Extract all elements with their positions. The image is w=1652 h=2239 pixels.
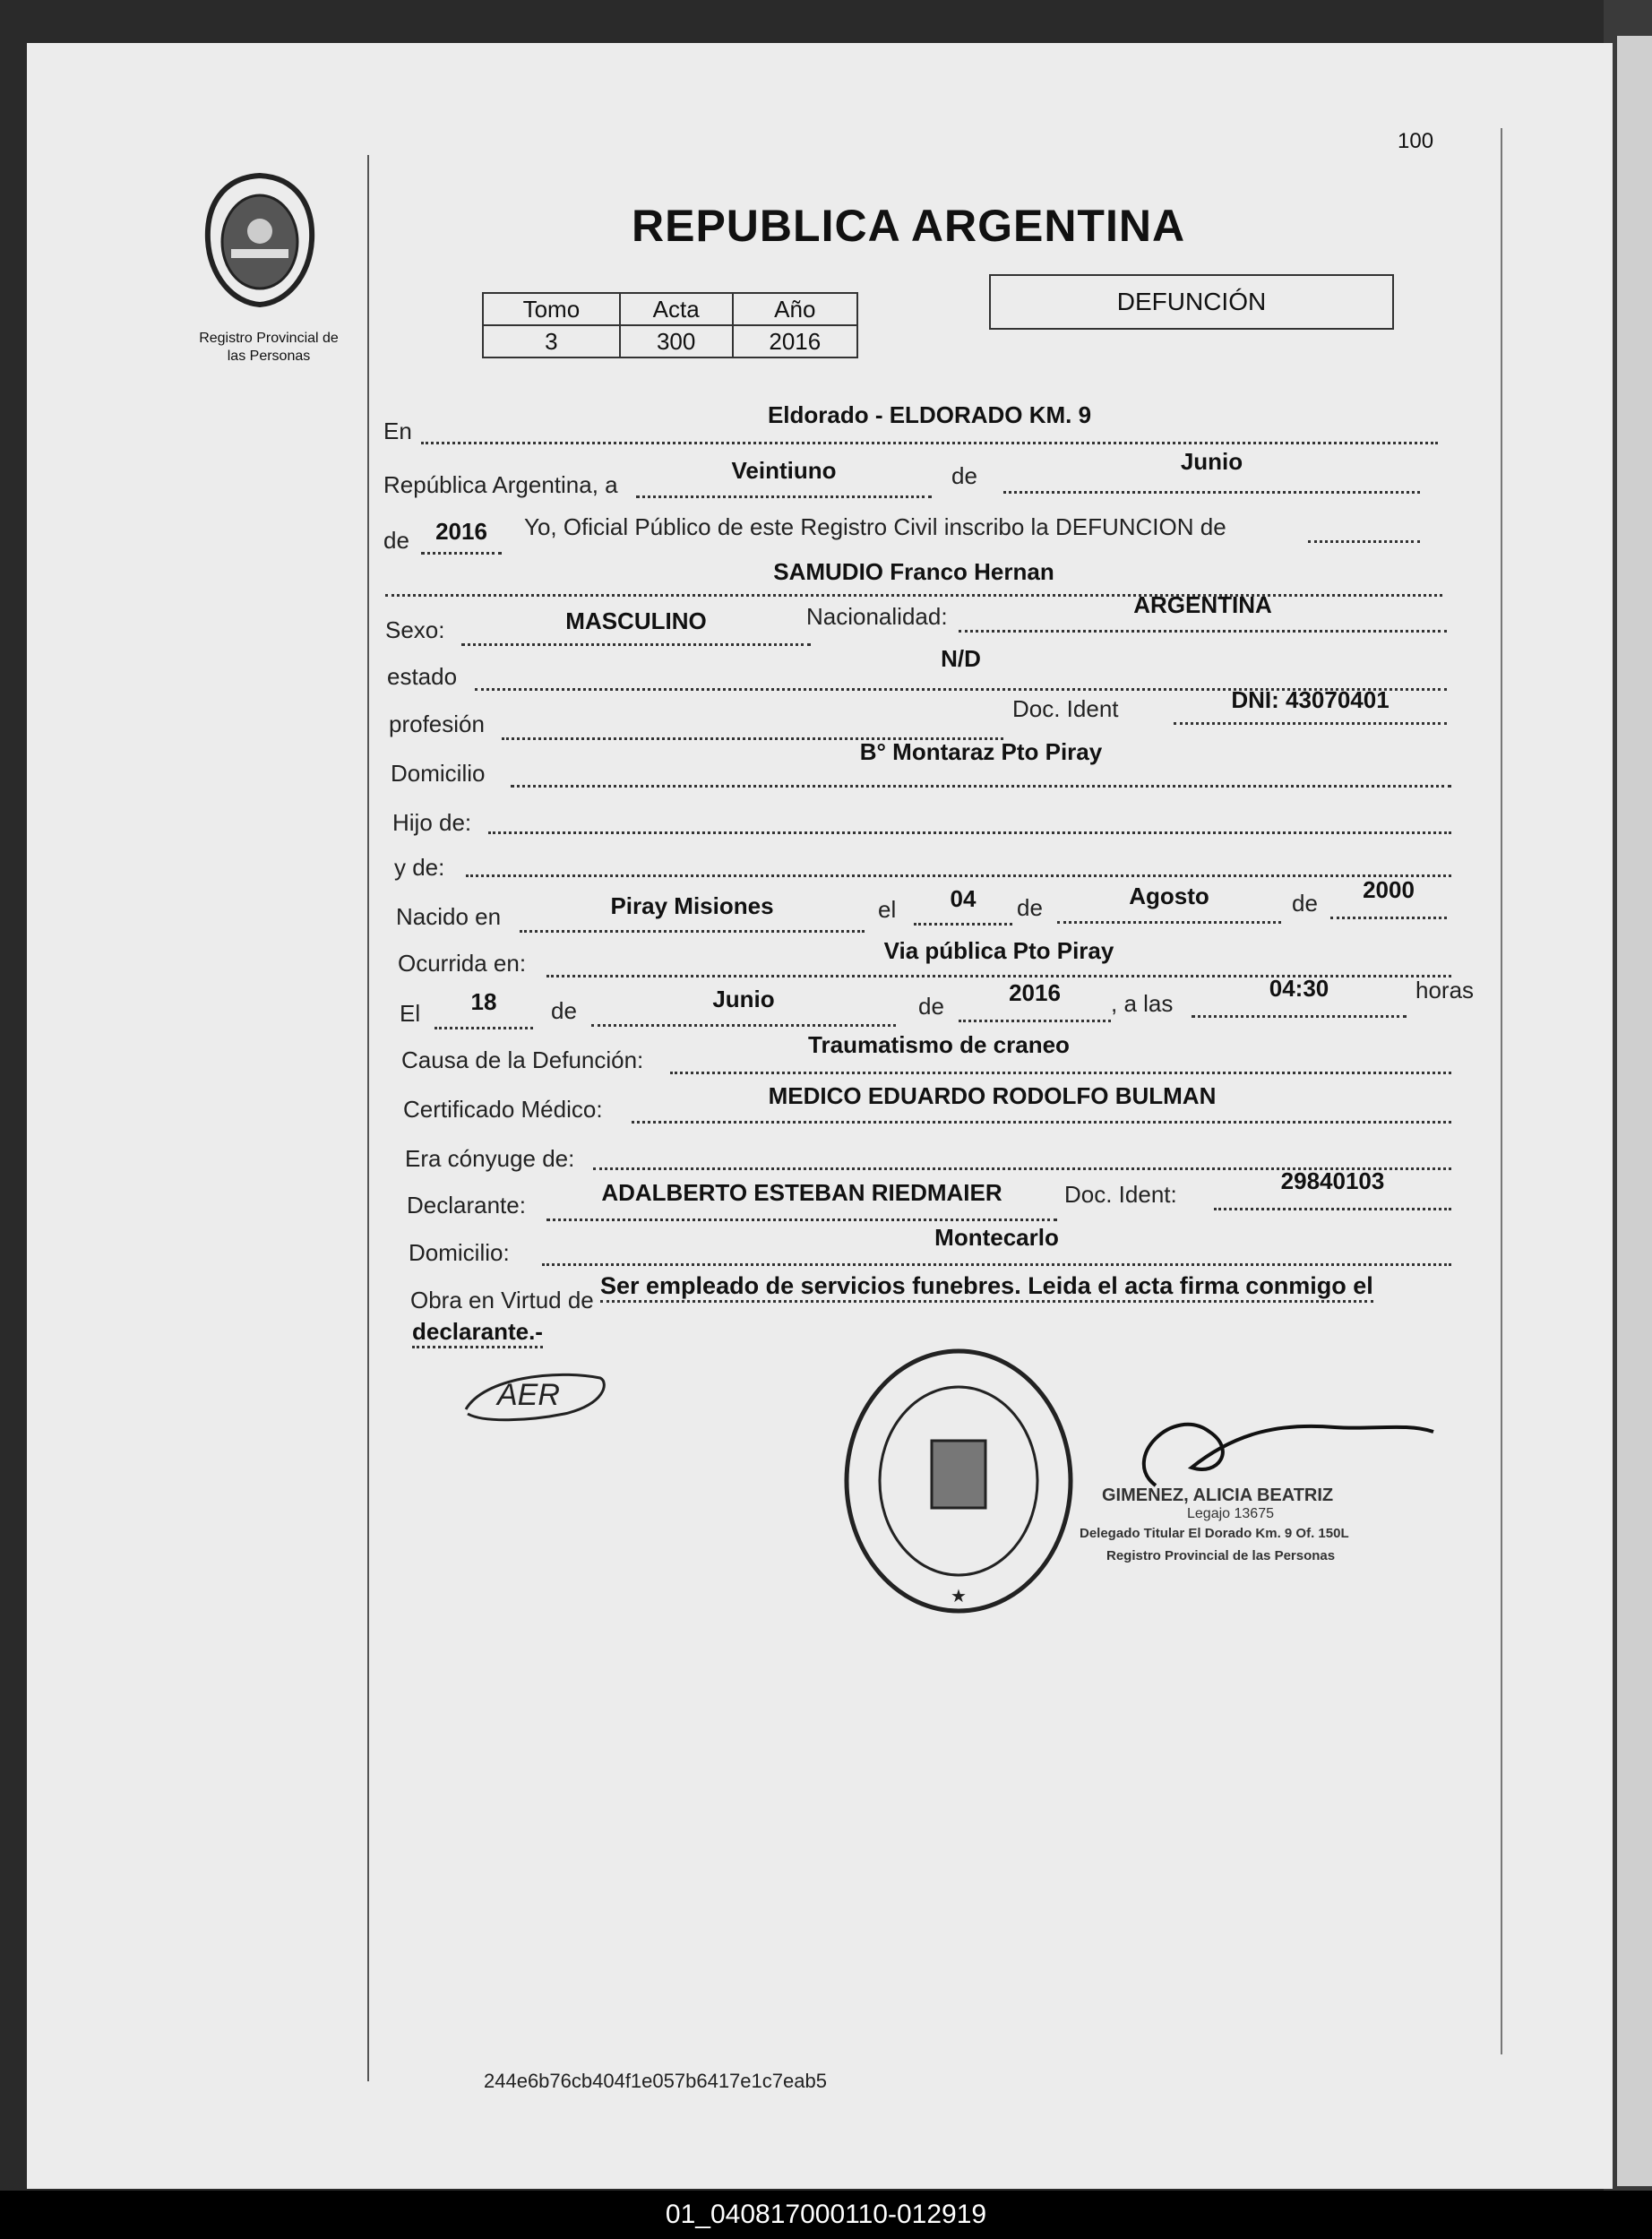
value-obra-line2: declarante.-: [412, 1318, 543, 1348]
line-doc-declarante: [1214, 1208, 1451, 1210]
label-en: En: [383, 418, 412, 444]
register-header-acta: Acta: [620, 293, 733, 325]
line-def-anio: [959, 1020, 1111, 1022]
value-nac-anio: 2000: [1363, 876, 1415, 903]
svg-text:★: ★: [951, 1587, 967, 1606]
document-title: REPUBLICA ARGENTINA: [632, 201, 1186, 251]
value-doc-ident: DNI: 43070401: [1231, 686, 1390, 713]
line-lugar: [421, 442, 1438, 444]
value-lugar: Eldorado - ELDORADO KM. 9: [767, 401, 1092, 428]
official-seal-icon: [838, 1342, 1080, 1620]
register-value-acta: 300: [620, 325, 733, 357]
province-crest-icon: [197, 168, 323, 312]
official-name: GIMENEZ, ALICIA BEATRIZ: [1102, 1485, 1334, 1505]
official-cargo: Delegado Titular El Dorado Km. 9 Of. 150L: [1080, 1526, 1349, 1541]
line-nac-anio: [1330, 917, 1447, 919]
label-de-mes: de: [951, 462, 977, 489]
label-domicilio-declarante: Domicilio:: [409, 1239, 510, 1266]
value-def-mes: Junio: [712, 986, 775, 1012]
page-number: 100: [1398, 129, 1434, 153]
line-declarante: [546, 1219, 1057, 1221]
label-y-de: y de:: [394, 854, 445, 881]
label-certificado: Certificado Médico:: [403, 1096, 603, 1123]
official-org: Registro Provincial de las Personas: [1106, 1548, 1336, 1563]
footer-id: 01_040817000110-012919: [0, 2191, 1652, 2239]
right-margin-line: [1501, 128, 1502, 2054]
label-el: el: [878, 896, 897, 923]
background-page-edge: [1617, 36, 1652, 2186]
label-horas: horas: [1415, 977, 1475, 1003]
line-anio: [421, 552, 502, 555]
line-inscribo-end: [1308, 540, 1420, 543]
label-doc-ident: Doc. Ident: [1012, 695, 1119, 722]
line-def-hora: [1192, 1015, 1407, 1018]
label-nacido-en: Nacido en: [396, 903, 502, 930]
line-domicilio-declarante: [542, 1263, 1451, 1266]
line-certificado: [632, 1121, 1451, 1124]
value-def-anio: 2016: [1009, 979, 1061, 1006]
line-def-dia: [435, 1027, 533, 1029]
text-inscribo: Yo, Oficial Público de este Registro Civil inscribo la DEFUNCION de: [524, 513, 1226, 540]
line-mes: [1003, 491, 1420, 494]
register-value-anio: 2016: [733, 325, 857, 357]
value-def-hora: 04:30: [1269, 975, 1329, 1002]
value-mes: Junio: [1180, 448, 1243, 475]
label-de-nac-anio: de: [1292, 890, 1318, 917]
value-ocurrida-en: Via pública Pto Piray: [883, 937, 1114, 964]
label-obra: Obra en Virtud de: [410, 1287, 594, 1313]
value-nombre: SAMUDIO Franco Hernan: [773, 558, 1054, 585]
line-hijo-de: [488, 831, 1451, 834]
document-hash: 244e6b76cb404f1e057b6417e1c7eab5: [484, 2070, 827, 2092]
line-dia: [636, 495, 932, 498]
line-def-mes: [591, 1024, 896, 1027]
value-domicilio-declarante: Montecarlo: [934, 1224, 1059, 1251]
left-margin-line: [367, 155, 369, 2081]
label-domicilio: Domicilio: [391, 760, 486, 787]
label-de-def-mes: de: [551, 997, 577, 1024]
register-header-tomo: Tomo: [483, 293, 620, 325]
line-nac-mes: [1057, 921, 1281, 924]
line-nac-dia: [914, 923, 1012, 926]
value-certificado: MEDICO EDUARDO RODOLFO BULMAN: [768, 1082, 1217, 1109]
label-hijo-de: Hijo de:: [392, 809, 472, 836]
label-causa: Causa de la Defunción:: [401, 1046, 644, 1073]
value-domicilio: B° Montaraz Pto Piray: [859, 738, 1103, 765]
label-estado: estado: [387, 663, 458, 690]
register-table: [482, 292, 858, 358]
line-y-de: [466, 874, 1451, 877]
declarant-initials: AER: [497, 1378, 560, 1412]
value-doc-declarante: 29840103: [1280, 1167, 1385, 1194]
value-nac-mes: Agosto: [1129, 883, 1209, 909]
line-doc-ident: [1174, 722, 1447, 725]
value-sexo: MASCULINO: [565, 607, 707, 634]
issuer-name-line2: las Personas: [227, 349, 311, 364]
value-nac-dia: 04: [950, 885, 977, 912]
label-de-anio: de: [383, 527, 409, 554]
value-nacionalidad: ARGENTINA: [1133, 591, 1272, 618]
label-doc-ident-declarante: Doc. Ident:: [1064, 1181, 1177, 1208]
label-de-def-anio: de: [918, 993, 944, 1020]
issuer-name-line1: Registro Provincial de: [199, 331, 339, 346]
register-value-tomo: 3: [483, 325, 620, 357]
register-header-anio: Año: [733, 293, 857, 325]
label-a-las: , a las: [1111, 990, 1174, 1017]
label-declarante: Declarante:: [407, 1192, 526, 1219]
label-sexo: Sexo:: [385, 616, 445, 643]
line-nacionalidad: [959, 630, 1447, 633]
label-de-nac-mes: de: [1017, 894, 1043, 921]
certificate-page: [27, 43, 1613, 2189]
value-causa: Traumatismo de craneo: [808, 1031, 1070, 1058]
value-def-dia: 18: [470, 988, 497, 1015]
value-estado: N/D: [941, 645, 981, 672]
value-nacido-en: Piray Misiones: [610, 892, 774, 919]
line-nacido-en: [520, 930, 865, 933]
label-republica: República Argentina, a: [383, 471, 618, 498]
record-type-box: DEFUNCIÓN: [989, 274, 1394, 330]
value-anio: 2016: [435, 518, 487, 545]
label-ocurrida-en: Ocurrida en:: [398, 950, 527, 977]
label-profesion: profesión: [389, 710, 485, 737]
line-domicilio: [511, 785, 1451, 788]
label-el-fecha: El: [400, 1000, 421, 1027]
official-legajo: Legajo 13675: [1187, 1506, 1274, 1521]
label-nacionalidad: Nacionalidad:: [806, 603, 948, 630]
value-declarante: ADALBERTO ESTEBAN RIEDMAIER: [601, 1179, 1002, 1206]
line-causa: [670, 1072, 1451, 1074]
value-obra-line1: Ser empleado de servicios funebres. Leida el acta firma conmigo el: [600, 1272, 1373, 1303]
label-conyuge: Era cónyuge de:: [405, 1145, 575, 1172]
value-dia: Veintiuno: [731, 457, 837, 484]
